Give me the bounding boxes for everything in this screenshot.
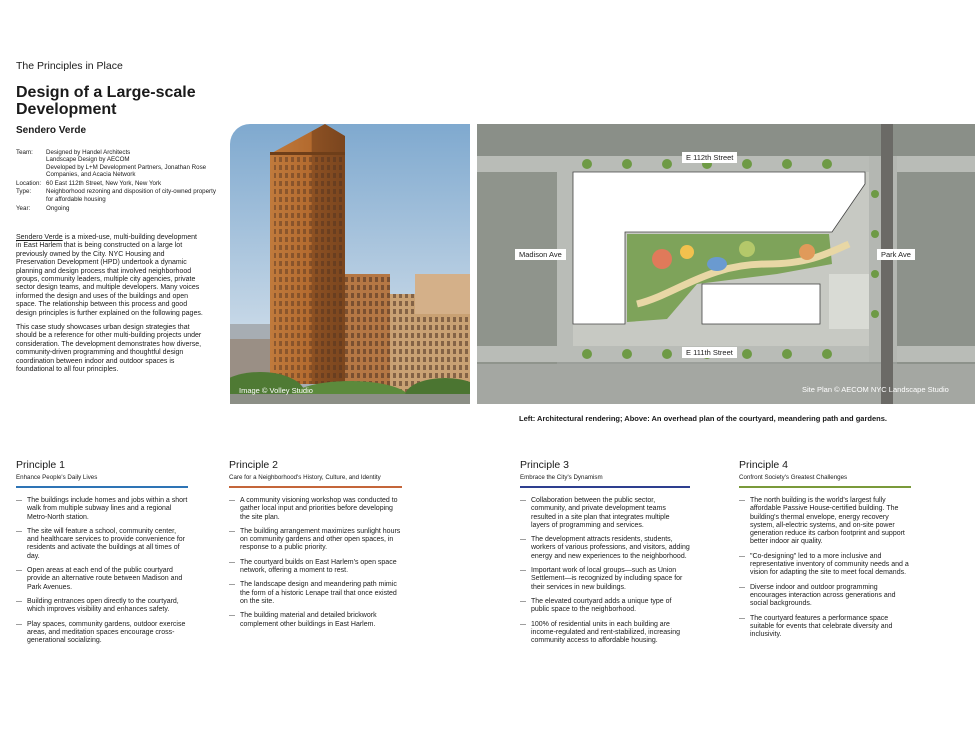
principle-heading: Principle 3	[520, 459, 570, 471]
intro-paragraph-2: This case study showcases urban design strategies that should be a reference for other multi-building projects under consideration. The development demonstrates how diverse, community-driven programming and thoughtful design coordination between indoor and outdoor spaces is foundational to all four principles.	[16, 324, 202, 374]
street-label-east: Park Ave	[877, 249, 915, 260]
list-item: — The landscape design and meandering path mimic the form of a historic Lenape trail that once existed on the site.	[229, 581, 402, 606]
principle-3	[520, 459, 690, 651]
siteplan-credit: Site Plan © AECOM NYC Landscape Studio	[802, 385, 949, 394]
project-name: Sendero Verde	[16, 125, 87, 136]
list-item: — The courtyard features a performance space suitable for events that celebrate diversity and inclusivity.	[739, 615, 911, 640]
meta-row-year	[16, 205, 221, 212]
project-link[interactable]: Sendero Verde	[16, 234, 63, 241]
list-item: — A community visioning workshop was conducted to gather local input and priorities before developing the site plan.	[229, 497, 402, 522]
list-item: — "Co-designing" led to a more inclusive and representative inventory of community needs and a vision for adapting the site to meet focal demands.	[739, 553, 911, 578]
principle-subtitle: Care for a Neighborhood's History, Culture, and Identity	[229, 474, 381, 481]
project-meta	[16, 149, 221, 213]
list-item: — The north building is the world's largest fully affordable Passive House-certified building. The building's thermal envelope, energy recovery system, all-electric systems, and on-site power generation reduce its carbon footprint and support better indoor air quality.	[739, 497, 911, 547]
principle-subtitle: Enhance People's Daily Lives	[16, 474, 98, 481]
list-item: — The building material and detailed brickwork complement other buildings in East Harlem.	[229, 612, 402, 629]
meta-row-type	[16, 188, 221, 203]
site-plan-illustration	[477, 124, 975, 404]
list-item: — The courtyard builds on East Harlem's open space network, offering a moment to rest.	[229, 559, 402, 576]
principle-list	[229, 497, 402, 629]
list-item: — The building arrangement maximizes sunlight hours on community gardens and other open spaces, in response to a public priority.	[229, 528, 402, 553]
list-item: — Play spaces, community gardens, outdoor exercise areas, and meditation spaces encourage cross-generational socializing.	[16, 621, 188, 646]
meta-label: Location:	[16, 179, 42, 187]
meta-value: Ongoing	[46, 204, 70, 212]
principle-subtitle: Embrace the City's Dynamism	[520, 474, 603, 481]
meta-value: Neighborhood rezoning and disposition of city-owned property for affordable housing	[46, 188, 216, 203]
meta-row-team	[16, 149, 221, 178]
meta-label: Year:	[16, 204, 31, 212]
principle-heading: Principle 4	[739, 459, 789, 471]
principle-rule	[739, 486, 911, 488]
meta-label: Team:	[16, 149, 33, 156]
meta-label: Type:	[16, 188, 32, 196]
list-item: — Collaboration between the public sector, community, and private development teams resulted in a site plan that integrates multiple layers of programming and services.	[520, 497, 690, 530]
list-item: — The site will feature a school, community center, and healthcare services to provide convenience for residents and activate the buildings at all times of day.	[16, 528, 188, 561]
list-item: — Important work of local groups—such as Union Settlement—is recognized by including space for their services in new buildings.	[520, 567, 690, 592]
principle-heading: Principle 2	[229, 459, 279, 471]
street-label-west: Madison Ave	[515, 249, 566, 260]
principle-1	[16, 459, 188, 651]
list-item: — 100% of residential units in each building are income-regulated and rent-stabilized, increasing community access to affordable housing.	[520, 621, 690, 646]
principle-rule	[520, 486, 690, 488]
meta-value: Designed by Handel Architects Landscape Design by AECOM Developed by L+M Development Partners, Jonathan Rose Companies, and Acacia Network	[46, 149, 207, 178]
principle-list	[739, 497, 911, 639]
intro-paragraph-1-text: is a mixed-use, multi-building development in East Harlem that is being constructed on a large lot previously owned by the City. NYC Housing and Preservation Development (HPD) undertook a dynamic planning and design process that involved neighborhood groups, community leaders, multiple city agencies, private sector design teams, and multiple developers. Many voices informed the design and uses of the buildings and open space. The relationship between this process and good design principles is further explained on the following pages.	[16, 234, 203, 317]
list-item: — The buildings include homes and jobs within a short walk from multiple subway lines and a regional Metro-North station.	[16, 497, 188, 522]
principle-heading: Principle 1	[16, 459, 66, 471]
meta-row-location	[16, 180, 221, 187]
principle-list	[520, 497, 690, 645]
list-item: — Open areas at each end of the public courtyard provide an alternative route between Madison and Park Avenues.	[16, 567, 188, 592]
page-kicker: The Principles in Place	[16, 60, 123, 72]
principle-2	[229, 459, 402, 635]
rendering-illustration	[230, 124, 470, 404]
principle-rule	[16, 486, 188, 488]
intro-paragraph-1	[16, 234, 204, 318]
architectural-rendering	[230, 124, 470, 404]
page-title: Design of a Large-scale Development	[16, 84, 196, 118]
principle-4	[739, 459, 911, 645]
street-label-north: E 112th Street	[682, 152, 737, 163]
principle-list	[16, 497, 188, 645]
list-item: — Diverse indoor and outdoor programming encourages interaction across generations and social backgrounds.	[739, 584, 911, 609]
list-item: — The development attracts residents, students, workers of various professions, and visitors, adding energy and new experiences to the neighborhood.	[520, 536, 690, 561]
principle-rule	[229, 486, 402, 488]
meta-value: 60 East 112th Street, New York, New York	[46, 179, 162, 187]
intro-text	[16, 234, 204, 381]
street-label-south: E 111th Street	[682, 347, 737, 358]
principle-subtitle: Confront Society's Greatest Challenges	[739, 474, 848, 481]
image-caption: Left: Architectural rendering; Above: An overhead plan of the courtyard, meandering path and gardens.	[519, 414, 887, 423]
site-plan	[477, 124, 975, 404]
list-item: — Building entrances open directly to the courtyard, which improves visibility and enhances safety.	[16, 598, 188, 615]
rendering-credit: Image © Volley Studio	[239, 386, 313, 395]
list-item: — The elevated courtyard adds a unique type of public space to the neighborhood.	[520, 598, 690, 615]
